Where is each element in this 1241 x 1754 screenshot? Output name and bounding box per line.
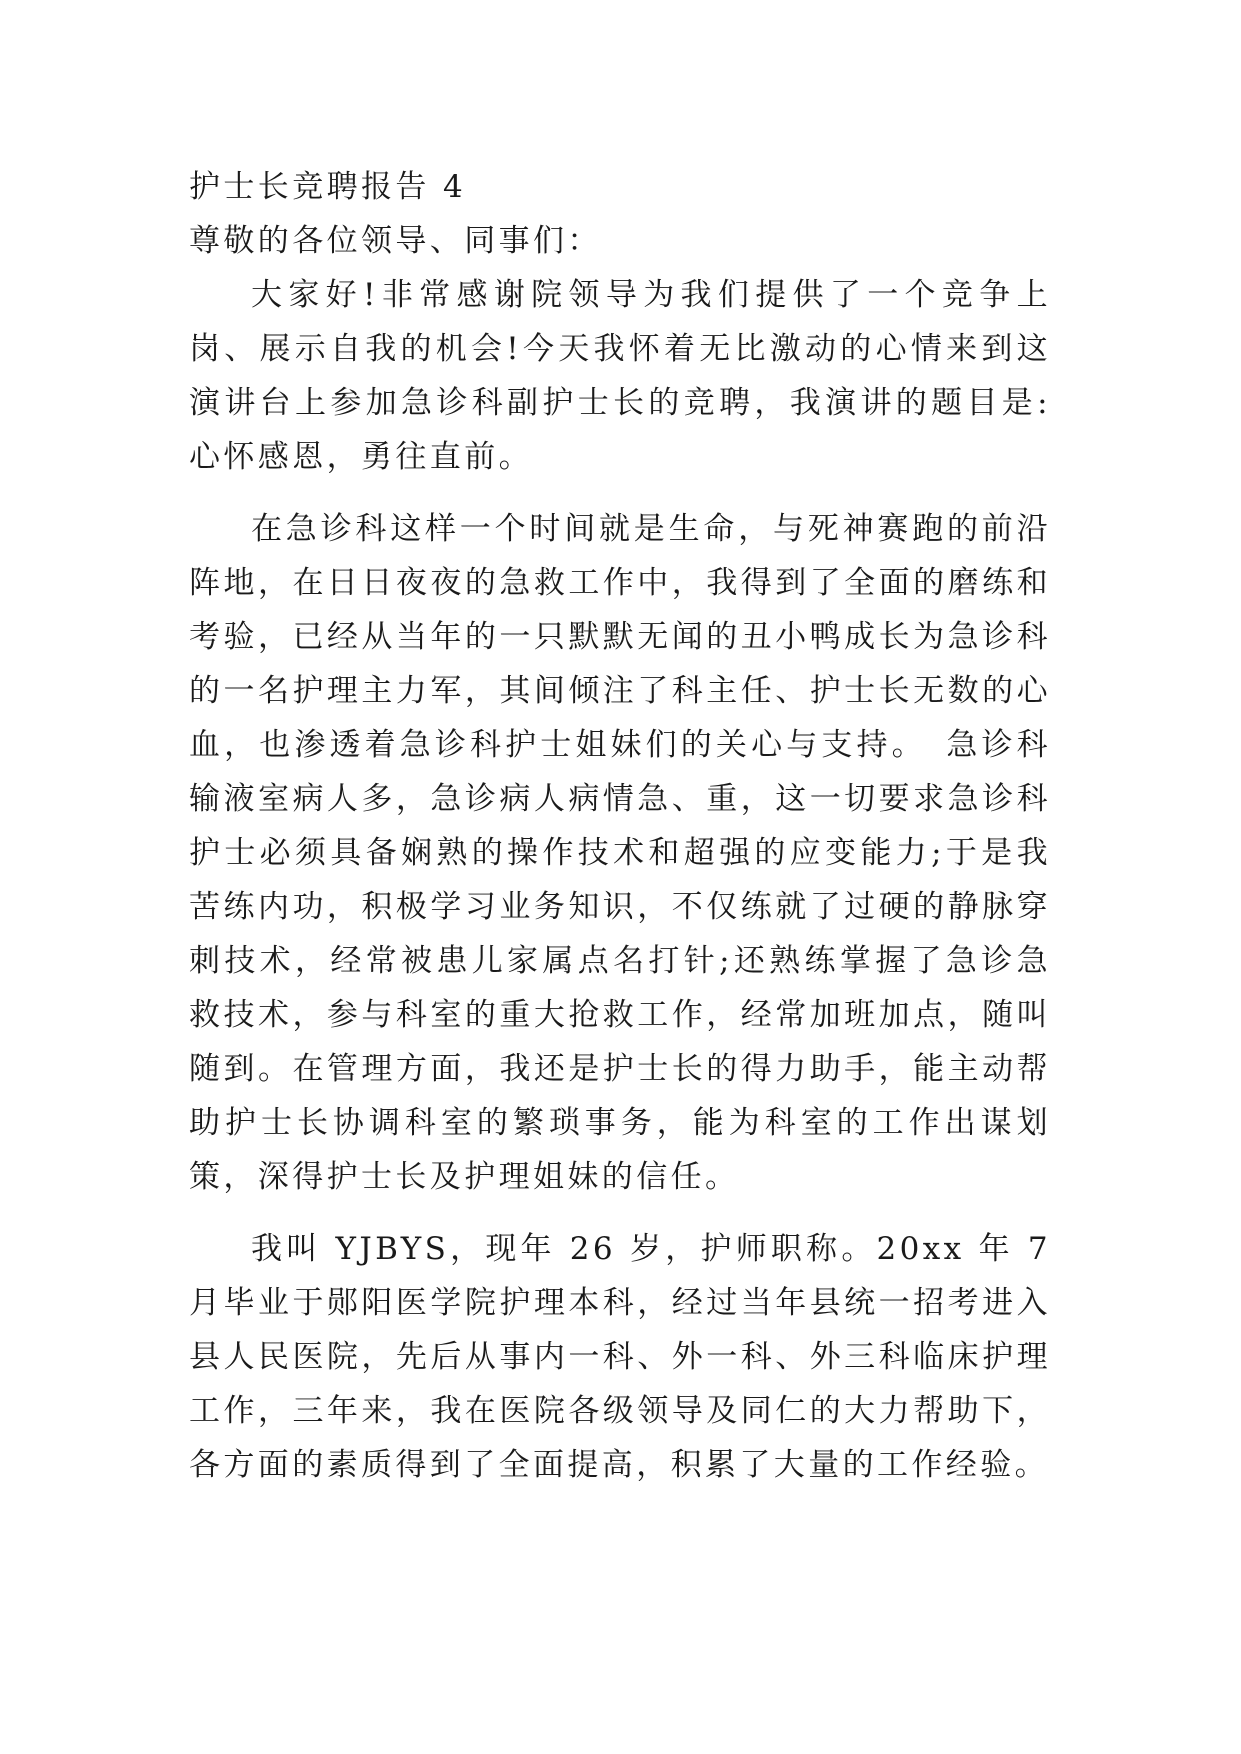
paragraph-experience: 在急诊科这样一个时间就是生命，与死神赛跑的前沿阵地，在日日夜夜的急救工作中，我得到了全面的磨练和考验，已经从当年的一只默默无闻的丑小鸭成长为急诊科的一名护理主力军，其间倾注了科主任、护士长无数的心血，也渗透着急诊科护士姐妹们的关心与支持。 急诊科输液室病人多，急诊病人病情急、重，这一切要求急诊科护士必须具备娴熟的操作技术和超强的应变能力;于是我苦练内功，积极学习业务知识，不仅练就了过硬的静脉穿刺技术，经常被患儿家属点名打针;还熟练掌握了急诊急救技术，参与科室的重大抢救工作，经常加班加点，随叫随到。在管理方面，我还是护士长的得力助手，能主动帮助护士长协调科室的繁琐事务，能为科室的工作出谋划策，深得护士长及护理姐妹的信任。 [189,511,1051,1195]
salutation: 尊敬的各位领导、同事们： [189,223,602,259]
document-body [189,160,1051,1492]
document-title: 护士长竞聘报告 4 [189,169,467,205]
paragraph-greeting: 大家好!非常感谢院领导为我们提供了一个竞争上岗、展示自我的机会!今天我怀着无比激动的心情来到这演讲台上参加急诊科副护士长的竞聘，我演讲的题目是: 心怀感恩，勇往直前。 [189,277,1051,475]
paragraph-introduction: 我叫 YJBYS，现年 26 岁，护师职称。20xx 年 7 月毕业于郧阳医学院护理本科，经过当年县统一招考进入县人民医院，先后从事内一科、外一科、外三科临床护理工作，三年来，我在医院各级领导及同仁的大力帮助下，各方面的素质得到了全面提高，积累了大量的工作经验。 [189,1231,1051,1483]
